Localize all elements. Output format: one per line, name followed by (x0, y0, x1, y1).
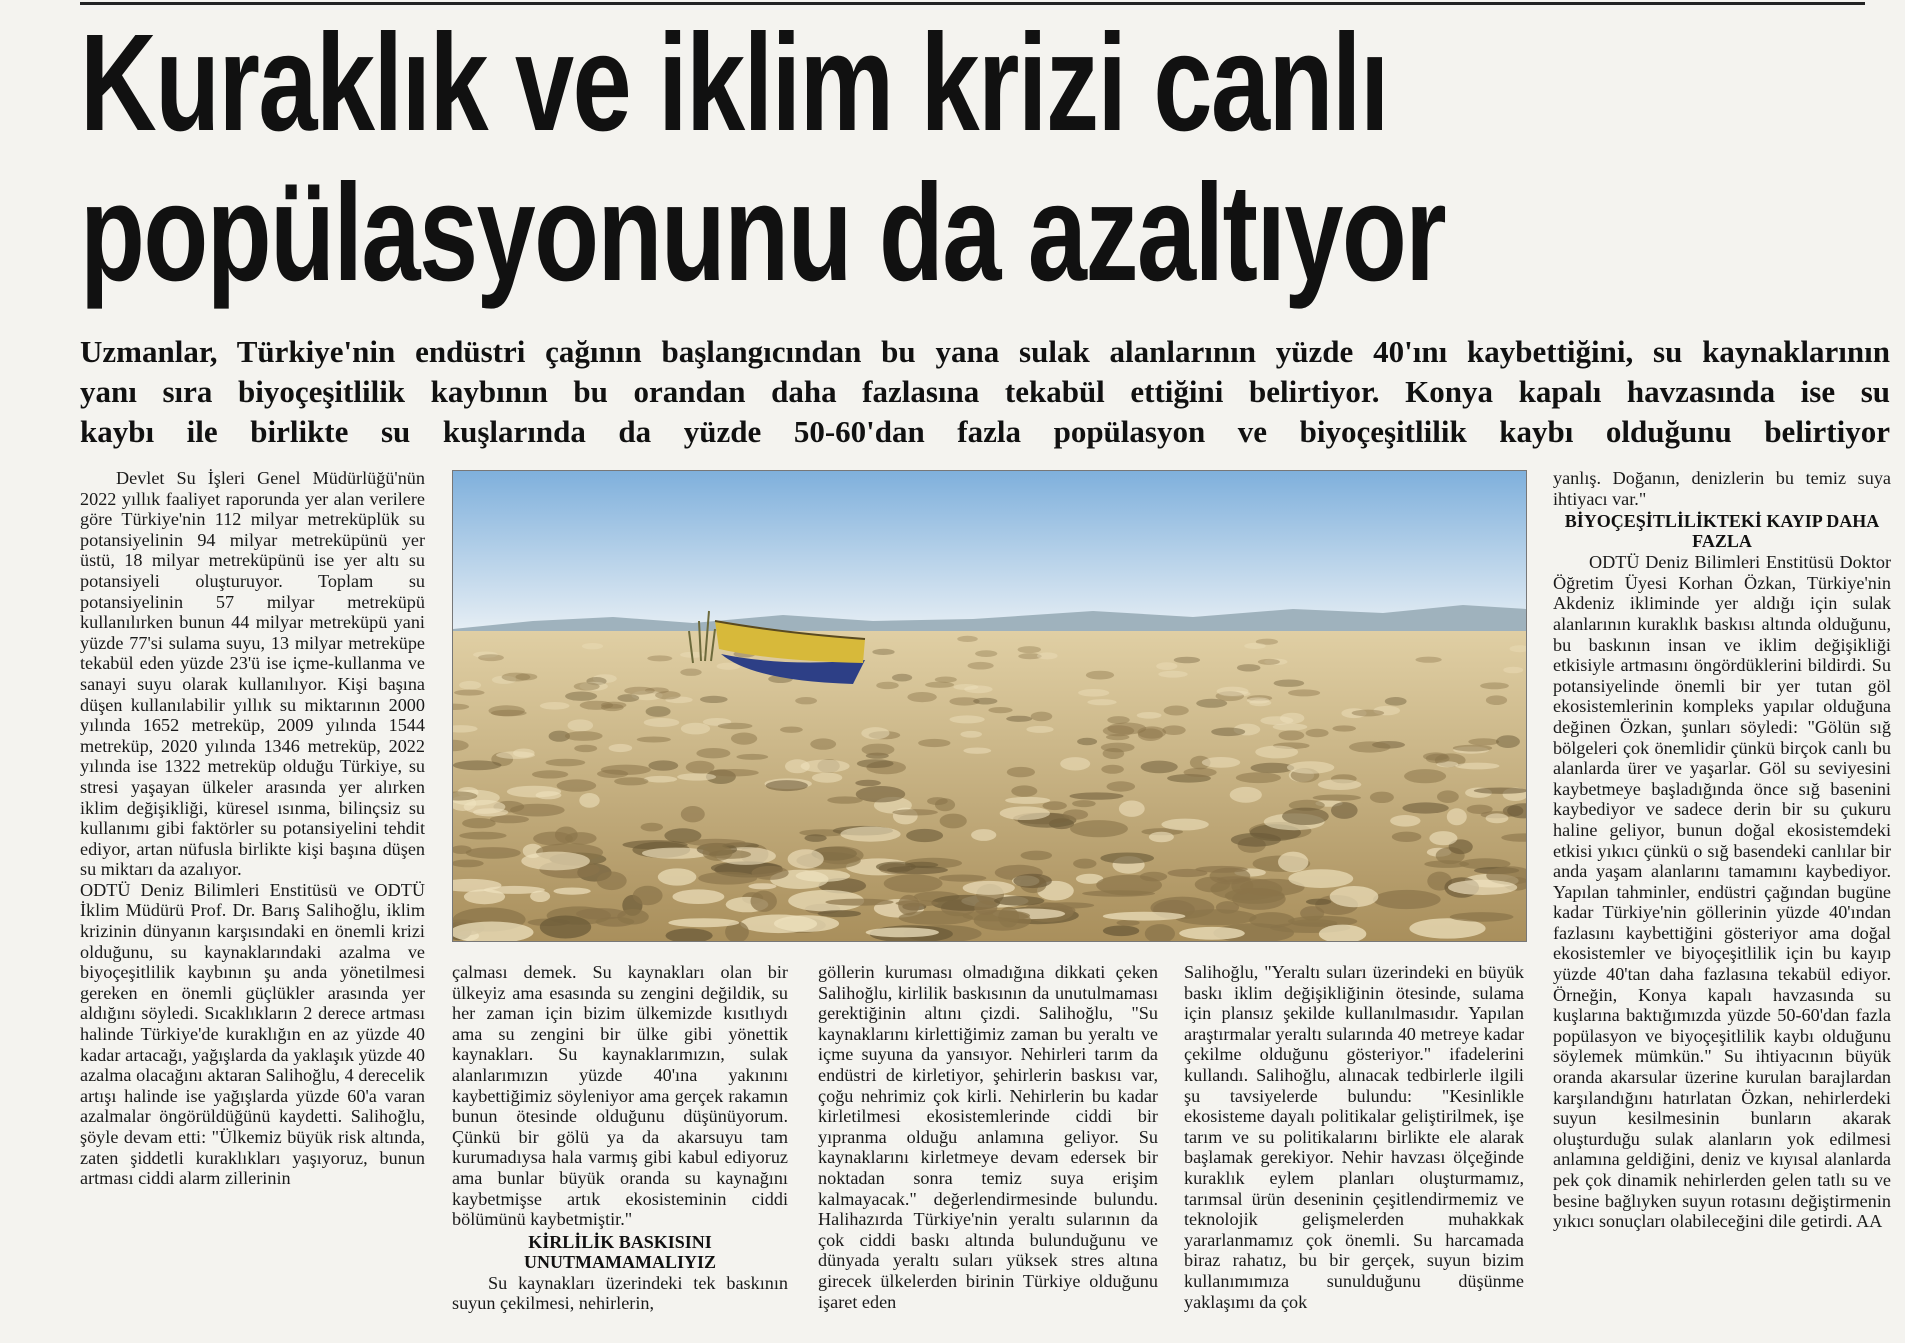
column-2 (452, 962, 788, 1314)
column-5 (1553, 468, 1891, 1232)
top-rule (80, 2, 1865, 5)
column-2-paragraph-1: çalması demek. Su kaynakları olan bir ülkeyiz ama esasında su zengini değildik, su her zaman için bizim ülkemizde kısıtlıydı ama su zengini bir ülke gibi yönettik kaynakları. Su kaynaklarımızın, sulak alanlarımızın yüzde 40'ına yakınını kaybettiğimiz söyleniyor ama gerçek rakamın bunun ötesinde olduğunu düşünüyorum. Çünkü bir gölü ya da akarsuyu tam kurumadıysa hala varmış gibi kabul ediyoruz ama bunlar büyük oranda su kaynağını kaybetmişse artık ekosisteminin ciddi bölümünü kaybetmiştir." (452, 962, 788, 1230)
column-1 (80, 468, 425, 1189)
column-4 (1184, 962, 1524, 1312)
deck-line-1: Uzmanlar, Türkiye'nin endüstri çağının başlangıcından bu yana sulak alanlarının yüzde 40'ını kaybettiğini, su kaynaklarının (80, 334, 1890, 369)
column-1-paragraph-2: ODTÜ Deniz Bilimleri Enstitüsü ve ODTÜ İklim Müdürü Prof. Dr. Barış Salihoğlu, iklim krizinin dünyanın karşısındaki en önemli krizi olduğunu, su kaynaklarındaki azalma ve biyoçeşitlilik kaybının şu anda yönetilmesi gereken en önemli güçlükler arasında yer aldığını söyledi. Sıcaklıkların 2 derece artması halinde Türkiye'de kuraklığın en az yüzde 40 kadar artacağı, yağışlarda da yaklaşık yüzde 40 azalma olacağını aktaran Salihoğlu, 4 derecelik artışı halinde ise yağışlarda yüzde 60'a varan azalmalar öngörüldüğünü kaydetti. Salihoğlu, şöyle devam etti: "Ülkemiz büyük risk altında, zaten şiddetli kuraklıkları yaşıyoruz, bunun artması ciddi alarm zillerinin (80, 879, 425, 1189)
column-3-paragraph-1: göllerin kuruması olmadığına dikkati çeken Salihoğlu, kirlilik baskısının da unutulmaması gerektiğinin altını çizdi. Salihoğlu, "Su kaynaklarını kirlettiğimiz zaman bu yeraltı ve içme suyuna da yansıyor. Nehirleri tarım da endüstri de kirletiyor, şehirlerin baskısı var, çoğu nehrimiz çok kirli. Nehirlerin bu kadar kirletilmesi ekosistemlerinde ciddi bir yıpranma olduğu anlamına geliyor. Su kaynaklarını kirletmeye devam edersek bir noktadan sonra temiz suya erişim kalmayacak." değerlendirmesinde bulundu. Halihazırda Türkiye'nin yeraltı sularının da çok ciddi baskı altında bulunduğunu ve dünyada yeraltı suları yüksek stres altına girecek ülkelerden birinin Türkiye olduğunu işaret eden (818, 962, 1158, 1312)
column-5-paragraph-2: ODTÜ Deniz Bilimleri Enstitüsü Doktor Öğretim Üyesi Korhan Özkan, Türkiye'nin Akdeniz ikliminde yer aldığı için sulak alanlarının kuraklık baskısı altında olduğunu, bu baskının insan ve iklim değişikliği etkisiyle artmasını öngördüklerini bildirdi. Su potansiyelinde önemli bir yer tutan göl ekosistemlerinin kompleks yapılar olduğuna değinen Özkan, şunları söyledi: "Gölün sığ bölgeleri çok önemlidir çünkü birçok canlı bu alanlarda ürer ve yaşarlar. Göl su seviyesini kaybetmeye başladığında önce sığ basenini kaybediyor ve sadece derin bir su çukuru haline geliyor, bunun doğal ekosistemdeki etkisi yıkıcı çünkü o sığ basendeki canlılar bir anda yaşam alanlarını tamamını kaybediyor. Yapılan tahminler, endüstri çağından bugüne kadar Türkiye'nin göllerinin yüzde 40'ından fazlasını kaybettiğini gösteriyor ama doğal ekosistemler ve biyoçeşitlilik için bu kayıp yüzde 40'tan daha fazlasına tekabül ediyor. Örneğin, Konya kapalı havzasında su kuşlarına baktığımızda yüzde 50-60'dan fazla popülasyon ve biyoçeşitlilik kaybı olduğunu söylemek mümkün." Su ihtiyacının büyük oranda akarsular üzerine kurulan barajlardan karşılandığını hatırlatan Özkan, nehirlerdeki suyun kesilmesinin bunların akarak oluşturduğu sulak alanların yok edilmesi anlamına geldiğini, deniz ve kıyısal alanlarda pek çok dinamik nehirlerden gelen tatlı su ve besine bağlıyken suyun rotasını değiştirmenin yıkıcı sonuçları olabileceğini dile getirdi. AA (1553, 552, 1891, 1232)
column-5-paragraph-1: yanlış. Doğanın, denizlerin bu temiz suya ihtiyacı var." (1553, 468, 1891, 509)
headline-line-2: popülasyonunu da azaltıyor (80, 156, 1446, 310)
dry-lakebed-photo (452, 470, 1527, 942)
column-3 (818, 962, 1158, 1312)
column-2-paragraph-2: Su kaynakları üzerindeki tek baskının suyun çekilmesi, nehirlerin, (452, 1272, 788, 1314)
subhead-biyocesitlilik: BİYOÇEŞİTLİLİKTEKİ KAYIP DAHA FAZLA (1564, 511, 1880, 552)
deck-line-3: kaybı ile birlikte su kuşlarında da yüzde 50-60'dan fazla popülasyon ve biyoçeşitlilik kaybı olduğunu belirtiyor (80, 414, 1890, 449)
subhead-kirlilik: KİRLİLİK BASKISINI UNUTMAMAMALIYIZ (524, 1231, 716, 1272)
headline-line-1: Kuraklık ve iklim krizi canlı (80, 6, 1388, 160)
column-1-paragraph-1: Devlet Su İşleri Genel Müdürlüğü'nün 2022 yıllık faaliyet raporunda yer alan verilere göre Türkiye'nin 112 milyar metreküplük su potansiyelinin 94 milyar metreküpünü yer üstü, 18 milyar metreküpünü ise yer altı su potansiyeli oluşturuyor. Toplam su potansiyelinin 57 milyar metreküpü kullanılırken bunun 44 milyar metreküpü yani yüzde 77'si sulama suyu, 13 milyar metreküpe tekabül eden yüzde 23'ü ise içme-kullanma ve sanayi suyu olarak kullanılıyor. Kişi başına düşen kullanılabilir yıllık su miktarının 2000 yılında 1652 metreküp, 2009 yılında 1544 metreküp, 2020 yılında 1346 metreküp, 2022 yılında ise 1322 metreküp olduğu Türkiye, su stresi yaşayan ülkeler arasında yer alırken iklim değişikliği, küresel ısınma, bilinçsiz su kullanımı gibi faktörler su potansiyelini tehdit ediyor, artan nüfusla birlikte kişi başına düşen su miktarı da azalıyor. (80, 468, 425, 880)
sky (453, 471, 1526, 631)
article-deck (80, 332, 1890, 452)
deck-line-2: yanı sıra biyoçeşitlilik kaybının bu orandan daha fazlasına tekabül ettiğini belirtiyor. Konya kapalı havzasında ise su (80, 374, 1890, 409)
column-4-paragraph-1: Salihoğlu, "Yeraltı suları üzerindeki en büyük baskı iklim değişikliğinin ötesinde, sulama için plansız şekilde kullanılmasıdır. Yapılan araştırmalar yeraltı sularında 40 metreye kadar çekilme olduğunu gösteriyor." ifadelerini kullandı. Salihoğlu, alınacak tedbirlerle ilgili şu tavsiyelerde bulundu: "Kesinlikle ekosisteme dayalı politikalar geliştirilmek, işe tarım ve su politikalarını birlikte ele alarak başlamak gerekiyor. Nehir havzası ölçeğinde kuraklık eylem planları oluşturmamız, tarımsal ürün deseninin çeşitlendirmemiz ve teknolojik gelişmelerden muhakkak yararlanmamız çok önemli. Su harcamada biraz rahatız, bu bir gerçek, suyun bizim kullanımımıza sunulduğunu düşünme yaklaşımı da çok (1184, 962, 1524, 1312)
